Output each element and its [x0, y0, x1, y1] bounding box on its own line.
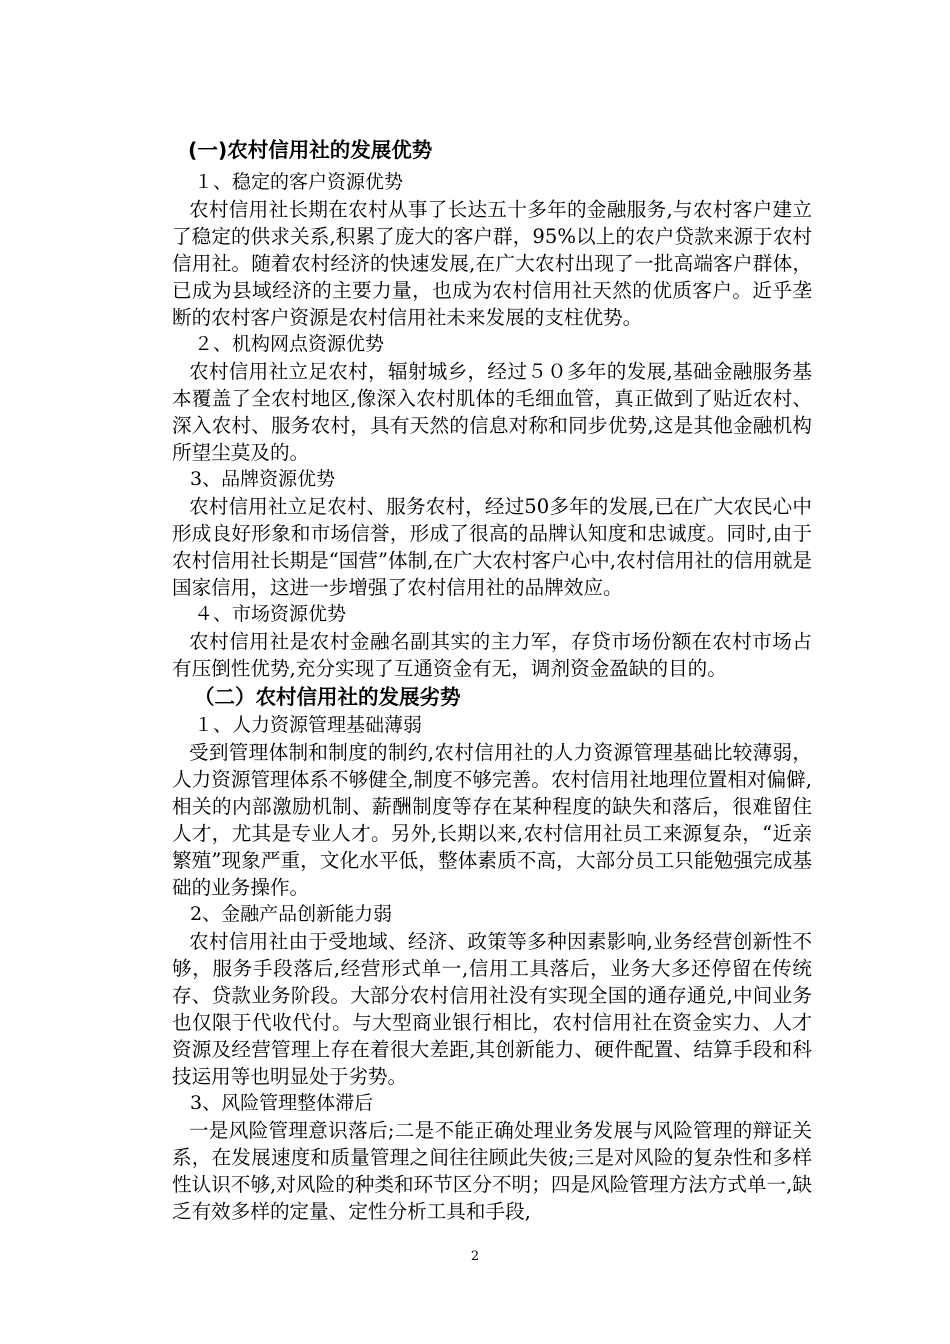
page-number: 2: [470, 1249, 480, 1264]
subheading-risk-management: 3、风险管理整体滞后: [190, 1092, 374, 1114]
paragraph-customer-resources: 农村信用社长期在农村从事了长达五十多年的金融服务,与农村客户建立了稳定的供求关系,积累了庞大的客户群，95%以上的农户贷款来源于农村信用社。随着农村经济的快速发展,在广大农村出现了一批高端客户群体，已成为县域经济的主要力量，也成为农村信用社天然的优质客户。近乎垄断的农村客户资源是农村信用社未来发展的支柱优势。: [172, 198, 812, 329]
paragraph-market-resources: 农村信用社是农村金融名副其实的主力军，存贷市场份额在农村市场占有压倒性优势,充分实现了互通资金有无，调剂资金盈缺的目的。: [172, 630, 812, 680]
section-heading-advantages: (一)农村信用社的发展优势: [188, 138, 433, 162]
paragraph-branch-network: 农村信用社立足农村，辐射城乡，经过５０多年的发展,基础金融服务基本覆盖了全农村地区,像深入农村肌体的毛细血管，真正做到了贴近农村、深入农村、服务农村，具有天然的信息对称和同步优势,这是其他金融机构所望尘莫及的。: [172, 360, 812, 464]
paragraph-risk-management: 一是风险管理意识落后;二是不能正确处理业务发展与风险管理的辩证关系，在发展速度和质量管理之间往往顾此失彼;三是对风险的复杂性和多样性认识不够,对风险的种类和环节区分不明；四是风险管理方法方式单一,缺乏有效多样的定量、定性分析工具和手段,: [172, 1119, 812, 1223]
document-body: [172, 135, 812, 1225]
subheading-brand-resources: 3、品牌资源优势: [190, 468, 336, 490]
paragraph-brand-resources: 农村信用社立足农村、服务农村，经过50多年的发展,已在广大农民心中形成良好形象和市场信誉，形成了很高的品牌认知度和忠诚度。同时,由于农村信用社长期是“国营”体制,在广大农村客户心中,农村信用社的信用就是国家信用，这进一步增强了农村信用社的品牌效应。: [172, 495, 812, 599]
subheading-branch-network: ２、机构网点资源优势: [194, 333, 385, 355]
section-heading-disadvantages: （二）农村信用社的发展劣势: [194, 685, 461, 709]
paragraph-human-resources: 受到管理体制和制度的制约,农村信用社的人力资源管理基础比较薄弱，人力资源管理体系不够健全,制度不够完善。农村信用社地理位置相对偏僻,相关的内部激励机制、薪酬制度等存在某种程度的缺失和落后，很难留住人才，尤其是专业人才。另外,长期以来,农村信用社员工来源复杂，“近亲繁殖”现象严重，文化水平低，整体素质不高，大部分员工只能勉强完成基础的业务操作。: [172, 741, 812, 899]
subheading-product-innovation: 2、金融产品创新能力弱: [190, 903, 393, 925]
paragraph-product-innovation: 农村信用社由于受地域、经济、政策等多种因素影响,业务经营创新性不够，服务手段落后,经营形式单一,信用工具落后，业务大多还停留在传统存、贷款业务阶段。大部分农村信用社没有实现全国的通存通兑,中间业务也仅限于代收代付。与大型商业银行相比，农村信用社在资金实力、人才资源及经营管理上存在着很大差距,其创新能力、硬件配置、结算手段和科技运用等也明显处于劣势。: [172, 930, 812, 1088]
subheading-market-resources: ４、市场资源优势: [194, 603, 347, 625]
subheading-customer-resources: １、稳定的客户资源优势: [194, 171, 404, 193]
subheading-human-resources: １、人力资源管理基础薄弱: [194, 714, 423, 736]
